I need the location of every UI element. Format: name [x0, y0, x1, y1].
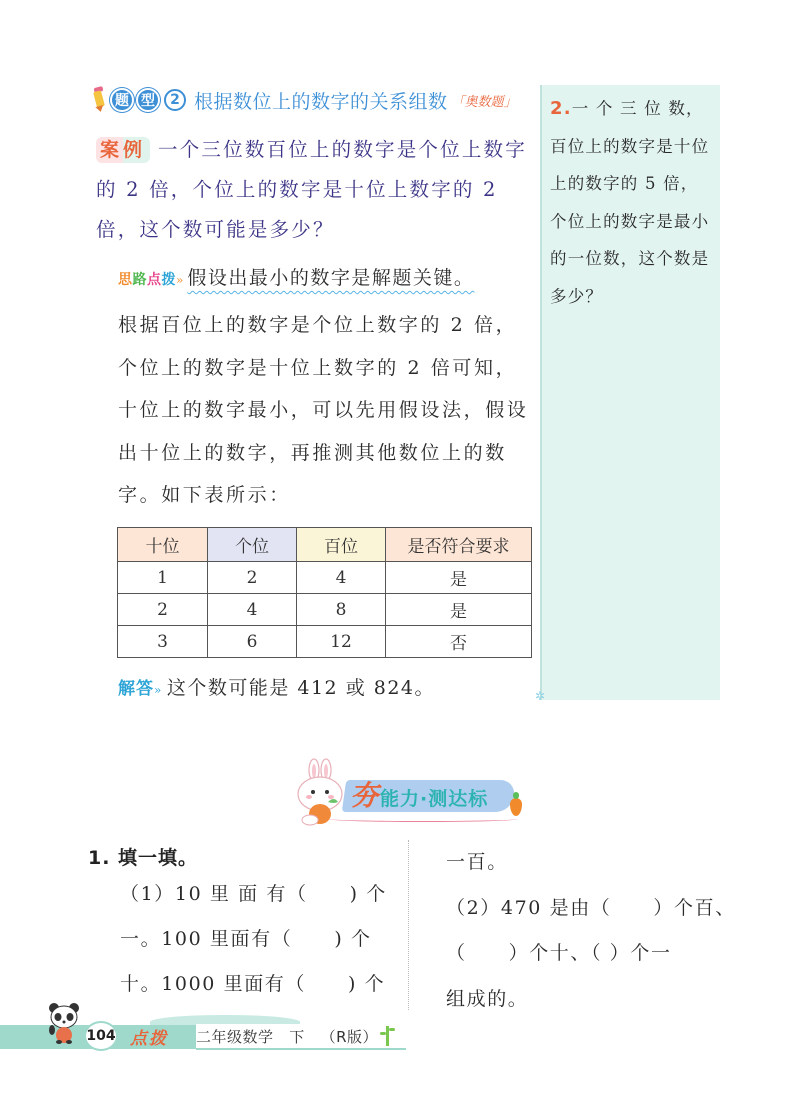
banner-icon: 夯 [350, 779, 379, 812]
table-header-row [118, 528, 532, 562]
table-cell: 2 [118, 594, 208, 626]
hint-arrow-icon: » [176, 273, 184, 287]
question-type-header [92, 82, 517, 118]
table-cell: 4 [297, 562, 386, 594]
exercise-left-column [120, 872, 402, 1007]
pin-icon: ✲ [535, 689, 546, 703]
example-label: 案例 [96, 137, 150, 163]
book-title: 二年级数学 下 （R版） [196, 1028, 379, 1046]
answer-arrow-icon: » [154, 683, 163, 697]
exercise-line: （1）10 里 面 有（ ) 个 [120, 883, 387, 905]
digits-table [117, 527, 532, 658]
section-tag: 「奥数题」 [451, 94, 517, 110]
table-cell: 是 [386, 594, 532, 626]
table-header: 个位 [208, 528, 297, 562]
table-header: 十位 [118, 528, 208, 562]
banner-underline [328, 816, 518, 822]
hint-block [118, 262, 538, 296]
exercise-line: 一百。 [446, 851, 508, 873]
side-question [550, 90, 716, 316]
exercise-line: 一。100 里面有（ ) 个 [120, 928, 372, 950]
table-cell: 3 [118, 626, 208, 658]
table-cell: 4 [208, 594, 297, 626]
banner-title: 能力·测达标 [380, 788, 489, 810]
table-row [118, 594, 532, 626]
answer-label: 解答 [118, 679, 154, 699]
pencil-icon [92, 87, 106, 113]
section-title: 根据数位上的数字的关系组数 [194, 90, 448, 113]
exercise-heading: 1. 填一填。 [88, 847, 199, 869]
hint-text: 假设出最小的数字是解题关键。 [187, 267, 475, 289]
exercise-line: 十。1000 里面有（ ) 个 [120, 973, 386, 995]
bamboo-icon [380, 1026, 394, 1046]
exercise-line: 组成的。 [446, 987, 529, 1010]
table-cell: 8 [297, 594, 386, 626]
hint-label: 思路点拨 [118, 272, 176, 288]
answer-block [118, 672, 435, 706]
table-row [118, 562, 532, 594]
example-text: 一个三位数百位上的数字是个位上数字的 2 倍，个位上的数字是十位上数字的 2 倍，这个数可能是多少？ [96, 138, 527, 241]
table-row [118, 626, 532, 658]
table-cell: 6 [208, 626, 297, 658]
table-cell: 2 [208, 562, 297, 594]
exercise-line: （ ）个十、（ ）个一 [446, 942, 672, 964]
example-block [96, 130, 536, 250]
answer-text: 这个数可能是 412 或 824。 [166, 677, 435, 699]
analysis-paragraph: 根据百位上的数字是个位上数字的 2 倍，个位上的数字是十位上数字的 2 倍可知，十位上的数字最小，可以先用假设法，假设出十位上的数字，再推测其他数位上的数字。如下表所示： [118, 314, 529, 506]
page-number: 104 [84, 1021, 118, 1051]
panda-mascot-icon [44, 1002, 84, 1044]
badge-number: 2 [164, 89, 186, 111]
section-banner [288, 758, 528, 826]
table-cell: 12 [297, 626, 386, 658]
exercise-line: （2）470 是由（ ）个百、 [446, 896, 736, 919]
side-question-number: 2. [550, 98, 572, 119]
carrot-icon [510, 798, 522, 816]
exercise-right-column [446, 840, 736, 1022]
table-cell: 否 [386, 626, 532, 658]
side-question-text: 一 个 三 位 数，百位上的数字是十位上的数字的 5 倍，个位上的数字是最小的一位数，这个数是多少？ [550, 99, 710, 306]
column-divider [408, 840, 409, 1010]
brand-logo: 点拨 [130, 1029, 168, 1049]
badge-char-1: 题 [110, 88, 134, 112]
table-header: 是否符合要求 [386, 528, 532, 562]
table-header: 百位 [297, 528, 386, 562]
table-cell: 1 [118, 562, 208, 594]
badge-char-2: 型 [136, 88, 160, 112]
table-cell: 是 [386, 562, 532, 594]
